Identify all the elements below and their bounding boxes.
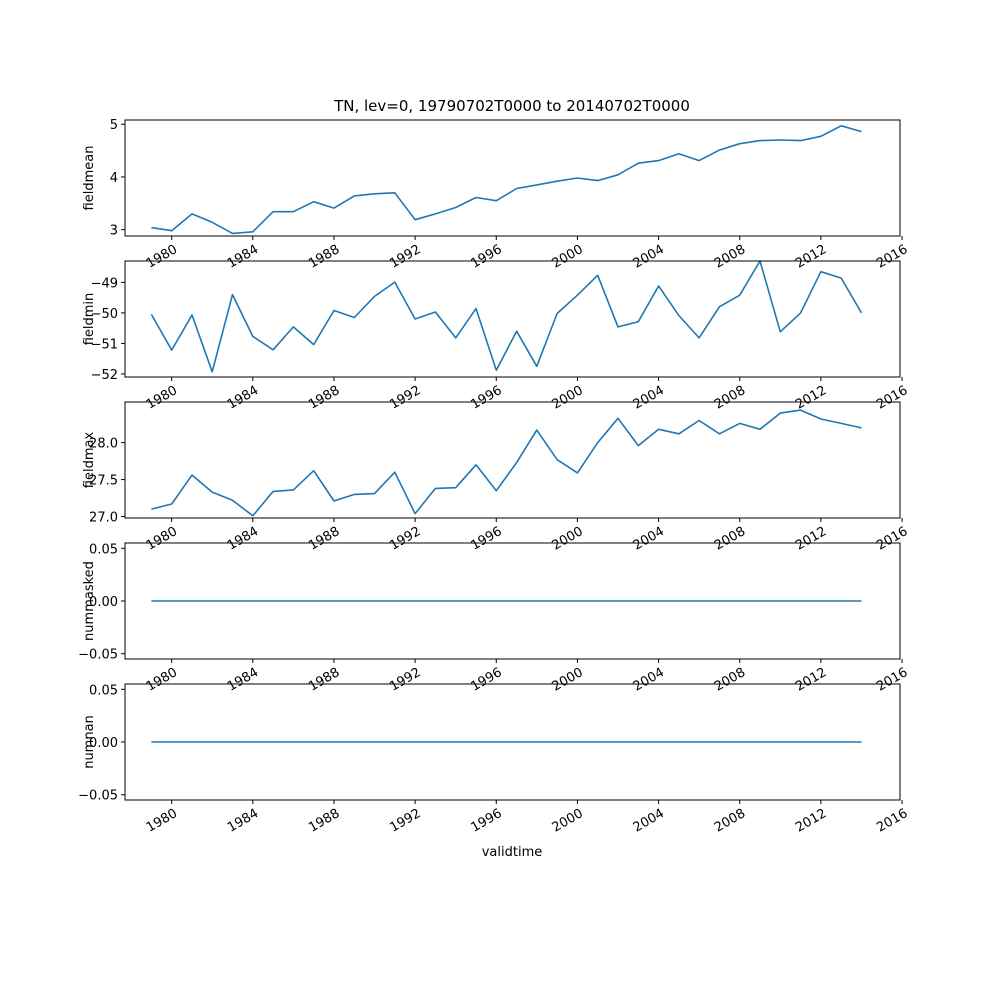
x-tick-label: 2008: [711, 242, 749, 272]
y-tick-label: 27.0: [89, 510, 118, 526]
panel-nummasked: [78, 542, 910, 694]
y-tick-label: 0.00: [89, 595, 118, 610]
x-tick-label: 1980: [143, 524, 181, 554]
axes-frame: [125, 402, 900, 518]
y-tick-label: 0.05: [89, 542, 118, 558]
x-tick-label: 1980: [143, 242, 181, 272]
x-tick-label: 1984: [225, 242, 262, 272]
x-tick-label: 2008: [711, 383, 749, 413]
panel-fieldmean: [82, 118, 910, 271]
x-tick-label: 2016: [874, 383, 911, 413]
fieldmean-line: [151, 126, 861, 234]
x-tick-label: 1996: [468, 242, 505, 272]
x-tick-label: 1988: [306, 524, 343, 554]
y-axis-label-fieldmean: fieldmean: [82, 145, 97, 211]
y-tick-label: 27.5: [89, 473, 118, 489]
x-tick-label: 1992: [387, 383, 424, 413]
axes-frame: [125, 261, 900, 377]
x-tick-label: 1992: [387, 242, 424, 272]
panel-fieldmin: [82, 261, 910, 413]
x-tick-label: 1988: [306, 242, 343, 272]
x-tick-label: 2012: [793, 806, 830, 836]
y-tick-label: 0.00: [89, 736, 118, 751]
x-tick-label: 2004: [630, 665, 667, 695]
y-tick-label: 28.0: [89, 436, 118, 452]
y-axis-label-nummasked: nummasked: [82, 561, 97, 641]
x-tick-label: 2008: [711, 806, 749, 836]
x-tick-label: 2016: [874, 524, 911, 554]
y-tick-label: −51: [90, 337, 118, 353]
x-tick-label: 2012: [793, 524, 830, 554]
x-tick-label: 1996: [468, 806, 505, 836]
x-tick-label: 1992: [387, 806, 424, 836]
y-tick-label: −49: [90, 276, 118, 292]
x-tick-label: 2004: [630, 383, 667, 413]
y-tick-label: −52: [90, 367, 118, 383]
y-tick-label: 0.05: [89, 683, 118, 699]
x-tick-label: 2016: [874, 242, 911, 272]
x-tick-label: 1996: [468, 665, 505, 695]
y-tick-label: 4: [109, 170, 118, 186]
x-tick-label: 2016: [874, 665, 911, 695]
x-tick-label: 2004: [630, 806, 667, 836]
panel-numnan: [78, 683, 910, 835]
x-tick-label: 2008: [711, 665, 749, 695]
x-tick-label: 2004: [630, 242, 667, 272]
x-axis-label: validtime: [481, 845, 543, 860]
x-tick-label: 1988: [306, 383, 343, 413]
y-axis-label-fieldmin: fieldmin: [82, 292, 97, 346]
y-tick-label: 3: [109, 223, 118, 239]
x-tick-label: 1980: [143, 806, 181, 836]
x-tick-label: 2000: [549, 242, 586, 272]
y-tick-label: −50: [90, 306, 118, 322]
x-tick-label: 1992: [387, 524, 424, 554]
x-tick-label: 2008: [711, 524, 749, 554]
x-tick-label: 2004: [630, 524, 667, 554]
x-tick-label: 2012: [793, 665, 830, 695]
x-tick-label: 1996: [468, 524, 505, 554]
x-tick-label: 1984: [225, 665, 262, 695]
x-tick-label: 1980: [143, 383, 181, 413]
x-tick-label: 1996: [468, 383, 505, 413]
x-tick-label: 2012: [793, 383, 830, 413]
fieldmax-line: [151, 410, 861, 516]
x-tick-label: 2000: [549, 383, 586, 413]
panels: [78, 118, 910, 835]
chart-title: TN, lev=0, 19790702T0000 to 20140702T0000: [334, 97, 690, 115]
x-tick-label: 2016: [874, 806, 911, 836]
x-tick-label: 1984: [225, 524, 262, 554]
x-tick-label: 1988: [306, 665, 343, 695]
x-tick-label: 1980: [143, 665, 181, 695]
x-tick-label: 1984: [225, 383, 262, 413]
y-axis-label-fieldmax: fieldmax: [82, 431, 97, 489]
x-tick-label: 2000: [549, 665, 586, 695]
y-tick-label: 5: [109, 118, 118, 134]
fieldmin-line: [151, 261, 861, 372]
x-tick-label: 2012: [793, 242, 830, 272]
x-tick-label: 1984: [225, 806, 262, 836]
x-tick-label: 2000: [549, 524, 586, 554]
panel-fieldmax: [82, 402, 910, 554]
x-tick-label: 2000: [549, 806, 586, 836]
axes-frame: [125, 120, 900, 236]
y-tick-label: −0.05: [78, 788, 118, 804]
x-tick-label: 1992: [387, 665, 424, 695]
x-tick-label: 1988: [306, 806, 343, 836]
y-tick-label: −0.05: [78, 647, 118, 663]
y-axis-label-numnan: numnan: [82, 715, 97, 769]
